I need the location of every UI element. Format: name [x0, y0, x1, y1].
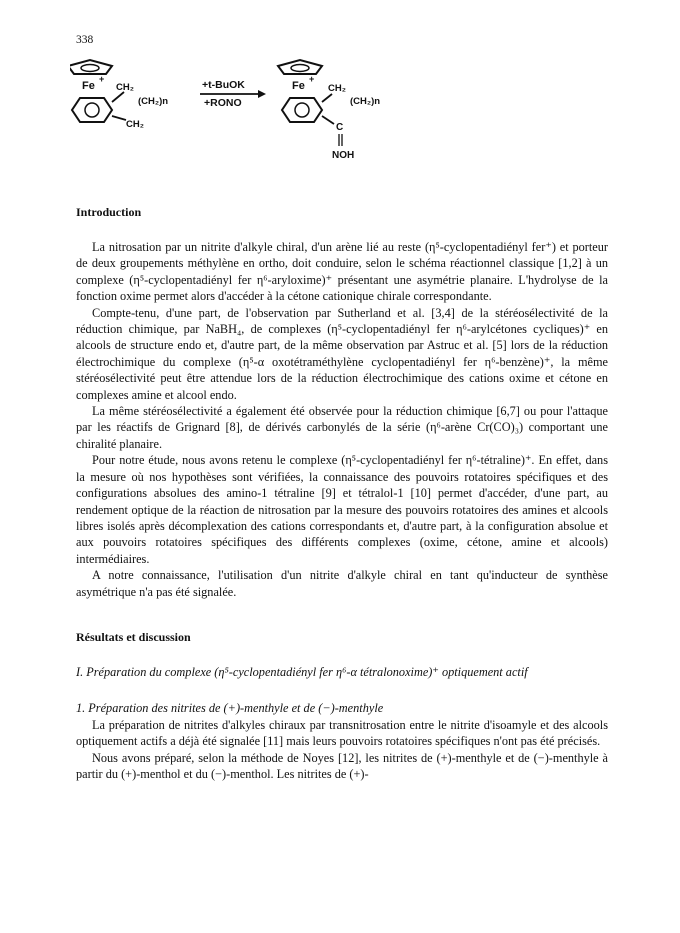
left-ch2-top: CH₂ — [116, 82, 134, 93]
results-paragraph-2: Nous avons préparé, selon la méthode de Noyes [12], les nitrites de (+)-menthyle et de (−)-menthyle à partir du (+)-menthol et du (−)-menthol. Les nitrites de (+)- — [76, 750, 608, 781]
right-metal-label: Fe — [292, 80, 305, 92]
reagent-top: +t-BuOK — [202, 79, 245, 91]
results-subheading-1: I. Préparation du complexe (η⁵-cyclopentadiényl fer η⁶-α tétralonoxime)⁺ optiquement actif — [76, 664, 528, 679]
right-chain: (CH₂)n — [350, 96, 381, 107]
left-arene-ring — [72, 98, 112, 122]
intro-paragraph-4: Pour notre étude, nous avons retenu le complexe (η⁵-cyclopentadiényl fer η⁶-tétraline)⁺. En effet, dans la mesure où nos hypothèses sont vérifiées, la connaissance des pouvoirs rotatoires spécifiques et des configurations absolues des amino-1 tétraline [9] et tétralol-1 [10] permet d'accéder, d'une part, au rendement optique de la réaction de nitrosation par la mesure des pouvoirs rotatoires des amines et alcools libres isolés après décomplexation des cations correspondants et, d'autre part, à la configuration absolue et aux pouvoirs rotatoires spécifiques des différents complexes (oxime, cétone, amine et alcools) intermédiaires. — [76, 453, 608, 566]
reaction-scheme — [70, 58, 390, 168]
right-ch2: CH₂ — [328, 83, 346, 94]
article-body — [76, 205, 608, 782]
results-subheading-2: 1. Préparation des nitrites de (+)-menthyle et de (−)-menthyle — [76, 701, 384, 716]
right-noh: NOH — [332, 150, 355, 161]
right-cyclopentadienyl-ring — [278, 60, 322, 74]
left-ch2-bottom: CH₂ — [126, 119, 144, 130]
left-cyclopentadienyl-ring — [70, 60, 112, 74]
page-number: 338 — [76, 34, 94, 46]
left-metal-label: Fe — [82, 80, 95, 92]
intro-paragraph-5: A notre connaissance, l'utilisation d'un nitrite d'alkyle chiral en tant qu'inducteur de synthèse asymétrique n'a pas été signalée. — [76, 568, 608, 599]
left-chain: (CH₂)n — [138, 96, 169, 107]
introduction-heading: Introduction — [76, 205, 142, 219]
reagent-bottom: +RONO — [204, 97, 242, 109]
right-charge-label: + — [309, 74, 315, 84]
results-paragraph-1: La préparation de nitrites d'alkyles chiraux par transnitrosation entre le nitrite d'isoamyle et des alcools optiquement actifs a déjà été signalée [11] mais leurs pouvoirs rotatoires spécifiques n'ont pas été précisés. — [76, 717, 608, 749]
intro-paragraph-1: La nitrosation par un nitrite d'alkyle chiral, d'un arène lié au reste (η⁵-cyclopentadiényl fer⁺) et porteur de deux groupements méthylène en ortho, doit conduire, selon le schéma réactionnel classique [1,2] à un complexe (η⁵-cyclopentadiényl fer η⁶-aryloxime)⁺ présentant une asymétrie planaire. L'hydrolyse de la fonction oxime permet alors d'accéder à la cétone cationique chirale correspondante. — [76, 240, 608, 304]
left-charge-label: + — [99, 74, 105, 84]
right-carbon: C — [336, 122, 344, 133]
intro-paragraph-3: La même stéréosélectivité a également été observée pour la réduction chimique [6,7] ou pour l'attaque par les réactifs de Grignard [8], de dérivés carbonylés de la série (η⁶-arène Cr(CO)₃) comportant une chiralité planaire. — [76, 404, 608, 451]
intro-paragraph-2: Compte-tenu, d'une part, de l'observation par Sutherland et al. [3,4] de la stéréosélectivité de la réduction chimique, par NaBH₄, de complexes (η⁵-cyclopentadiényl fer η⁶-arylcétones cycliques)⁺ en alcools de structure endo et, d'autre part, de la même observation par Astruc et al. [5] lors de la réduction électrochimique du complexe (η⁵-α oxotétraméthylène cyclopentadiényl fer η⁶-benzène)⁺, la même stéréosélectivité peut être attendue lors de la réduction électrochimique des cations oxime et cétone en complexes amine et alcool endo. — [76, 305, 608, 402]
right-arene-ring — [282, 98, 322, 122]
results-heading: Résultats et discussion — [76, 629, 191, 644]
